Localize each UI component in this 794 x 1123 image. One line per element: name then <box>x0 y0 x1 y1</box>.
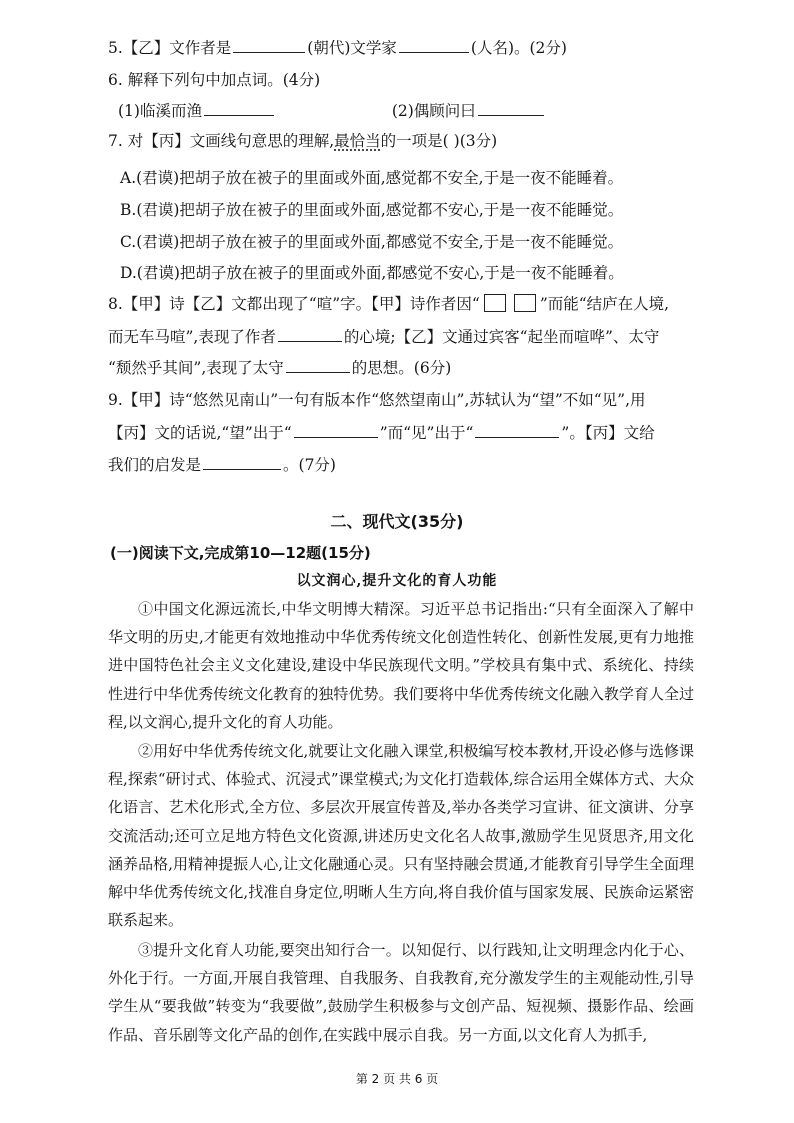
q7-title-b: 的一项是( )(3分) <box>380 132 498 150</box>
answer-blank[interactable] <box>294 422 378 438</box>
section-subtitle: (一)阅读下文,完成第10—12题(15分) <box>110 544 371 562</box>
answer-blank[interactable] <box>475 422 559 438</box>
question-9-line-2 <box>108 422 734 443</box>
q8-l2-b: 的心境;【乙】文通过宾客“起坐而喧哗”、太守 <box>343 328 660 346</box>
question-5 <box>108 37 734 58</box>
question-9-line-1: 9.【甲】诗“悠然见南山”一句有版本作“悠然望南山”,苏轼认为“望”不如“见”,用 <box>108 391 646 409</box>
question-8-line-2 <box>108 326 734 347</box>
q8-l1-b: ”而能“结庐在人境, <box>539 295 670 313</box>
answer-blank[interactable] <box>278 326 342 342</box>
section-title: 二、现代文(35分) <box>330 512 464 531</box>
answer-blank[interactable] <box>478 100 544 116</box>
q9-l2-c: ”。【丙】文给 <box>561 424 655 442</box>
question-6-title: 6. 解释下列句中加点词。(4分) <box>108 71 321 89</box>
answer-blank[interactable] <box>286 357 350 373</box>
question-9-line-3 <box>108 454 734 475</box>
q9-l2-a: 【丙】文的话说,“望”出于“ <box>108 424 292 442</box>
answer-box[interactable] <box>484 294 506 312</box>
article-paragraph-3: ③提升文化育人功能,要突出知行合一。以知促行、以行践知,让文明理念内化于心、外化于行。一方面,开展自我管理、自我服务、自我教育,充分激发学生的主观能动性,引导学生从“要我做”转变为“我要做”,鼓励学生积极参与文创产品、短视频、摄影作品、绘画作品、音乐剧等文化产品的创作,在实践中展示自我。另一方面,以文化育人为抓手, <box>108 941 694 1044</box>
page-footer: 第 2 页 共 6 页 <box>355 1072 439 1086</box>
answer-blank[interactable] <box>233 37 305 53</box>
option-a[interactable]: A.(君谟)把胡子放在被子的里面或外面,感觉都不安全,于是一夜不能睡着。 <box>120 169 624 187</box>
q8-l3-a: “颓然乎其间”,表现了太守 <box>108 359 284 377</box>
q6-item-2: (2)偶顾问曰 <box>391 102 476 120</box>
q9-l2-b: ”而“见”出于“ <box>379 424 474 442</box>
question-6-items <box>118 100 734 121</box>
answer-blank[interactable] <box>204 100 274 116</box>
q6-item-1: (1)临溪而渔 <box>118 102 202 120</box>
question-8-line-1 <box>108 294 734 314</box>
article-title: 以文润心,提升文化的育人功能 <box>296 573 498 589</box>
article-paragraph-1: ①中国文化源远流长,中华文明博大精深。习近平总书记指出:“只有全面深入了解中华文明的历史,才能更有效地推动中华优秀传统文化创造性转化、创新性发展,更有力地推进中国特色社会主义文化建设,建设中华民族现代文明。”学校具有集中式、系统化、持续性进行中华优秀传统文化教育的独特优势。我们要将中华优秀传统文化融入教学育人全过程,以文润心,提升文化的育人功能。 <box>108 600 694 731</box>
question-8-line-3 <box>108 357 734 378</box>
q5-text-c: (人名)。(2分) <box>470 39 567 57</box>
article-paragraph-2: ②用好中华优秀传统文化,就要让文化融入课堂,积极编写校本教材,开设必修与选修课程,探索“研讨式、体验式、沉浸式”课堂模式;为文化打造载体,综合运用全媒体方式、大众化语言、艺术化形式,全方位、多层次开展宣传普及,举办各类学习宣讲、征文演讲、分享交流活动;还可立足地方特色文化资源,讲述历史文化名人故事,激励学生见贤思齐,用文化涵养品格,用精神提振人心,让文化融通心灵。只有坚持融会贯通,才能教育引导学生全面理解中华优秀传统文化,找准自身定位,明晰人生方向,将自我价值与国家发展、民族命运紧密联系起来。 <box>108 742 694 930</box>
question-7-title <box>108 131 734 151</box>
q7-title-dot: 最恰当 <box>334 132 381 150</box>
q7-title-a: 7. 对【丙】文画线句意思的理解, <box>108 132 335 150</box>
q9-l3-b: 。(7分) <box>283 456 336 474</box>
option-b[interactable]: B.(君谟)把胡子放在被子的里面或外面,感觉都不安心,于是一夜不能睡觉。 <box>120 201 624 219</box>
option-c[interactable]: C.(君谟)把胡子放在被子的里面或外面,都感觉不安全,于是一夜不能睡觉。 <box>120 233 624 251</box>
q5-text-a: 5.【乙】文作者是 <box>108 39 232 57</box>
q8-l1-a: 8.【甲】诗【乙】文都出现了“喧”字。【甲】诗作者因“ <box>108 295 480 313</box>
option-d[interactable]: D.(君谟)把胡子放在被子的里面或外面,都感觉不安心,于是一夜不能睡着。 <box>120 264 624 282</box>
q9-l3-a: 我们的启发是 <box>108 456 202 474</box>
q8-l2-a: 而无车马喧”,表现了作者 <box>108 328 276 346</box>
answer-blank[interactable] <box>203 454 281 470</box>
q5-text-b: (朝代)文学家 <box>307 39 397 57</box>
q8-l3-b: 的思想。(6分) <box>351 359 452 377</box>
answer-blank[interactable] <box>399 37 469 53</box>
answer-box[interactable] <box>514 294 536 312</box>
